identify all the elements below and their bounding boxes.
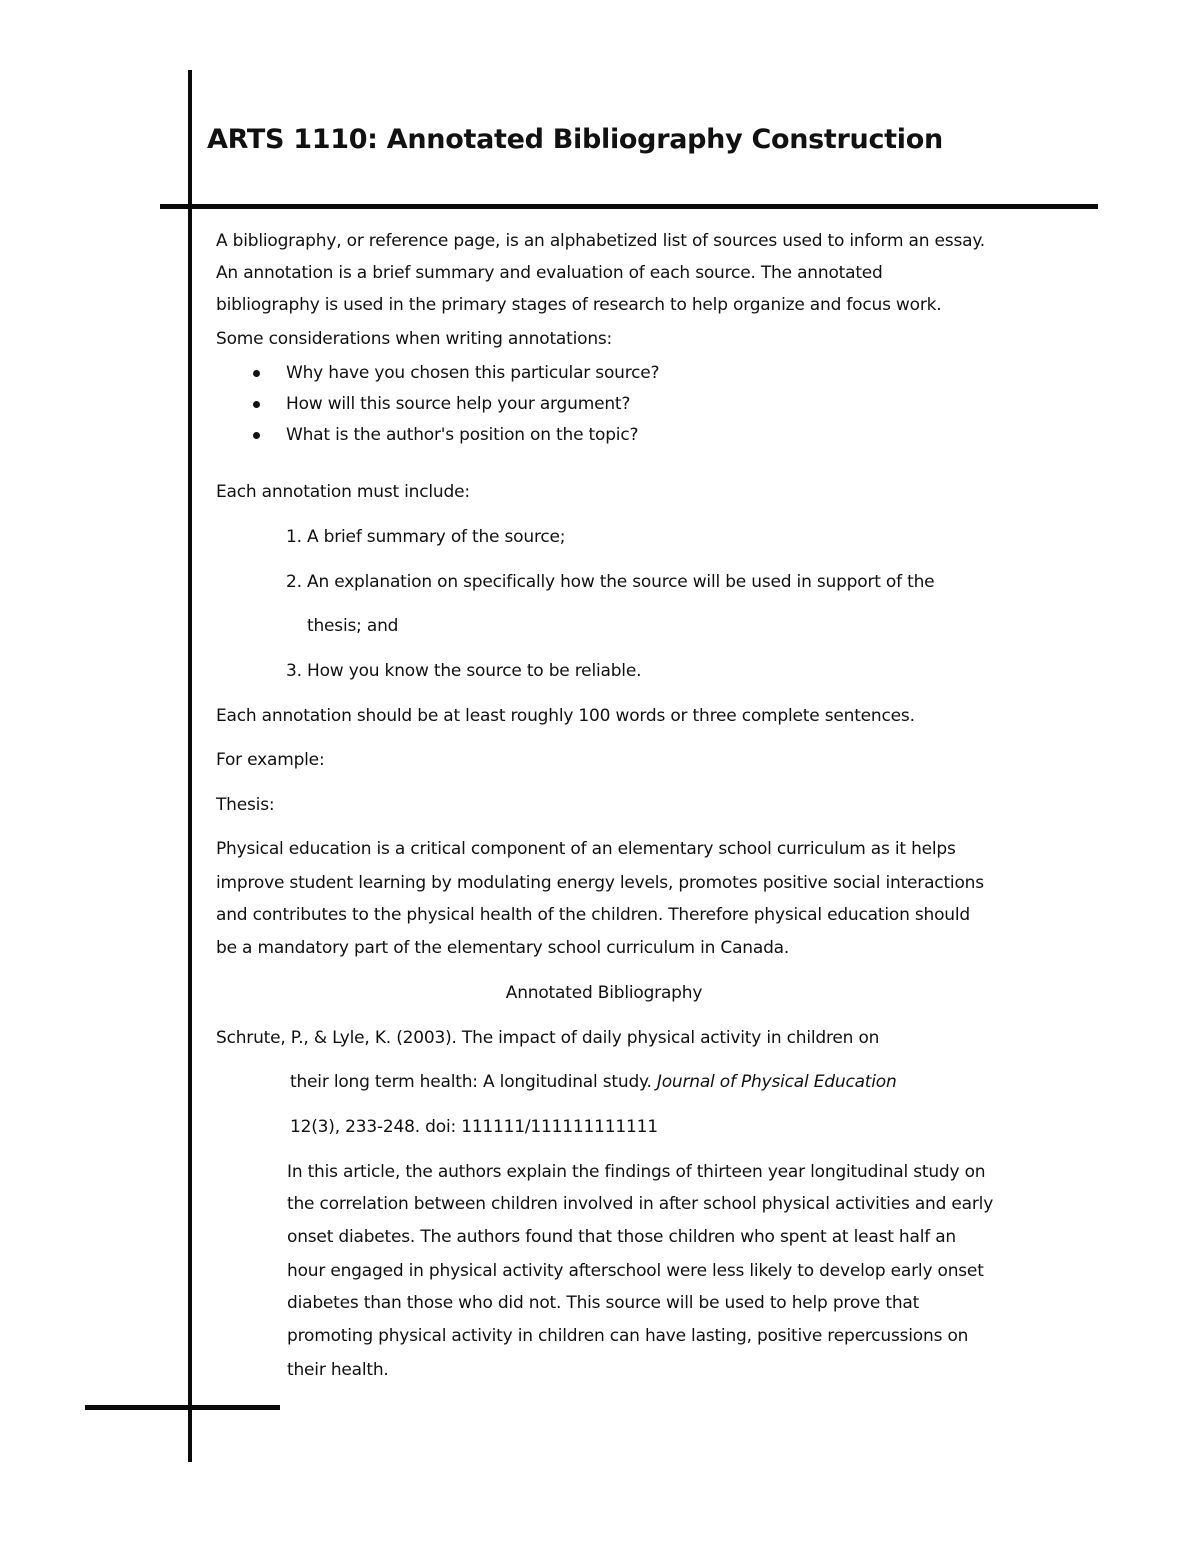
include-heading: Each annotation must include: <box>216 482 470 502</box>
example-label: For example: <box>216 750 325 770</box>
thesis-line: and contributes to the physical health of the children. Therefore physical education should <box>216 905 970 925</box>
thesis-label: Thesis: <box>216 795 275 815</box>
annotation-line: diabetes than those who did not. This source will be used to help prove that <box>287 1293 920 1313</box>
length-note: Each annotation should be at least roughly 100 words or three complete sentences. <box>216 706 915 726</box>
annotation-line: their health. <box>287 1360 389 1380</box>
annotation-line: onset diabetes. The authors found that those children who spent at least half an <box>287 1227 957 1247</box>
bullet-icon <box>253 401 260 408</box>
annotation-line: the correlation between children involved in after school physical activities and early <box>287 1194 994 1214</box>
journal-name: Journal of Physical Education <box>656 1072 897 1092</box>
list-item: Why have you chosen this particular source? <box>286 363 660 383</box>
vertical-margin-rule <box>188 70 192 1462</box>
thesis-line: Physical education is a critical component of an elementary school curriculum as it helps <box>216 839 956 859</box>
annotation-line: hour engaged in physical activity afterschool were less likely to develop early onset <box>287 1261 984 1281</box>
bibliography-heading: Annotated Bibliography <box>505 983 703 1003</box>
citation-title: their long term health: A longitudinal study. <box>290 1072 657 1092</box>
citation-line: 12(3), 233-248. doi: 111111/111111111111 <box>290 1117 658 1137</box>
bullet-icon <box>253 432 260 439</box>
title-divider-rule <box>160 204 1098 209</box>
intro-line: A bibliography, or reference page, is an alphabetized list of sources used to inform an essay. <box>216 231 985 251</box>
list-item: 2. An explanation on specifically how the source will be used in support of the <box>286 572 935 592</box>
list-item: 1. A brief summary of the source; <box>286 527 566 547</box>
annotation-line: promoting physical activity in children can have lasting, positive repercussions on <box>287 1326 969 1346</box>
list-item: What is the author's position on the topic? <box>286 425 639 445</box>
bottom-margin-rule <box>85 1405 280 1410</box>
list-item-continuation: thesis; and <box>307 616 399 636</box>
list-item: How will this source help your argument? <box>286 394 631 414</box>
intro-line: An annotation is a brief summary and evaluation of each source. The annotated <box>216 263 883 283</box>
intro-line: Some considerations when writing annotations: <box>216 329 613 349</box>
page-title: ARTS 1110: Annotated Bibliography Construction <box>207 124 943 155</box>
thesis-line: improve student learning by modulating energy levels, promotes positive social interactions <box>216 873 984 893</box>
bullet-icon <box>253 370 260 377</box>
thesis-line: be a mandatory part of the elementary school curriculum in Canada. <box>216 938 790 958</box>
annotation-line: In this article, the authors explain the findings of thirteen year longitudinal study on <box>287 1162 986 1182</box>
citation-line: Schrute, P., & Lyle, K. (2003). The impact of daily physical activity in children on <box>216 1028 880 1048</box>
intro-line: bibliography is used in the primary stages of research to help organize and focus work. <box>216 295 942 315</box>
citation-line <box>290 1071 897 1093</box>
list-item: 3. How you know the source to be reliable. <box>286 661 642 681</box>
